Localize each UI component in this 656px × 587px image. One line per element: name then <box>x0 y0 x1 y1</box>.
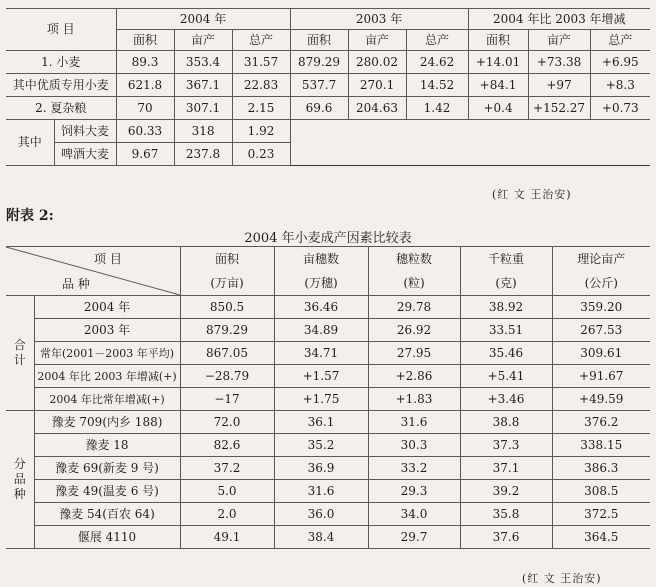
col-header-kernel-weight: 千粒重 <box>460 247 552 273</box>
header-group-2004: 2004 年 <box>116 9 290 30</box>
cell: +8.3 <box>590 74 650 97</box>
cell: 2.0 <box>180 503 274 526</box>
cell: +91.67 <box>552 365 650 388</box>
cell: 27.95 <box>368 342 460 365</box>
cell: +0.73 <box>590 97 650 120</box>
cell: 69.6 <box>290 97 348 120</box>
cell: +1.57 <box>274 365 368 388</box>
col-unit: (万穗) <box>274 272 368 295</box>
cell: 36.0 <box>274 503 368 526</box>
cell: 879.29 <box>180 319 274 342</box>
cell: 270.1 <box>348 74 406 97</box>
cell: +97 <box>528 74 590 97</box>
table-row <box>6 411 650 434</box>
cell: 29.3 <box>368 480 460 503</box>
table-row <box>6 388 650 411</box>
header-group-change: 2004 年比 2003 年增减 <box>468 9 650 30</box>
row-label: 豫麦 69(新麦 9 号) <box>34 457 180 480</box>
cell: 35.46 <box>460 342 552 365</box>
cell: +14.01 <box>468 51 528 74</box>
col-header: 总产 <box>406 30 468 51</box>
cell: 850.5 <box>180 296 274 319</box>
table-row <box>6 526 650 549</box>
col-header: 面积 <box>290 30 348 51</box>
cell: −17 <box>180 388 274 411</box>
cell: 38.92 <box>460 296 552 319</box>
table-row <box>6 296 650 319</box>
cell: 49.1 <box>180 526 274 549</box>
cell: 0.23 <box>232 143 290 166</box>
cell: 82.6 <box>180 434 274 457</box>
row-label: 饲料大麦 <box>54 120 116 143</box>
cell: 364.5 <box>552 526 650 549</box>
cell: 36.9 <box>274 457 368 480</box>
cell: 879.29 <box>290 51 348 74</box>
cell: 5.0 <box>180 480 274 503</box>
cell: 37.6 <box>460 526 552 549</box>
cell: 9.67 <box>116 143 174 166</box>
cell: 36.46 <box>274 296 368 319</box>
cell: 29.78 <box>368 296 460 319</box>
col-unit: (克) <box>460 272 552 295</box>
appendix-heading: 附表 2: <box>6 208 54 224</box>
cell: +3.46 <box>460 388 552 411</box>
cell: +49.59 <box>552 388 650 411</box>
col-header: 亩产 <box>174 30 232 51</box>
empty-cell <box>290 120 650 166</box>
cell: 237.8 <box>174 143 232 166</box>
cell: 38.4 <box>274 526 368 549</box>
cell: 38.8 <box>460 411 552 434</box>
table-row <box>6 319 650 342</box>
table2-title: 2004 年小麦成产因素比较表 <box>244 231 412 246</box>
cell: 318 <box>174 120 232 143</box>
col-header: 亩产 <box>528 30 590 51</box>
header-item: 项 目 <box>6 9 116 51</box>
row-label: 常年(2001－2003 年平均) <box>34 342 180 365</box>
cell: 338.15 <box>552 434 650 457</box>
col-unit: (万亩) <box>180 272 274 295</box>
corner-label-item: 项 目 <box>94 252 122 266</box>
row-label: 2004 年比 2003 年增减(+) <box>34 365 180 388</box>
cell: 72.0 <box>180 411 274 434</box>
table-row <box>6 480 650 503</box>
col-header-spikes: 亩穗数 <box>274 247 368 273</box>
cell: 26.92 <box>368 319 460 342</box>
group-label-total <box>6 296 34 411</box>
row-label: 豫麦 709(内乡 188) <box>34 411 180 434</box>
cell: +1.83 <box>368 388 460 411</box>
row-label: 2004 年比常年增减(+) <box>34 388 180 411</box>
cell: 376.2 <box>552 411 650 434</box>
cell: +5.41 <box>460 365 552 388</box>
header-corner-diagonal <box>6 247 180 296</box>
cell: 34.89 <box>274 319 368 342</box>
cell: 37.1 <box>460 457 552 480</box>
cell: 34.0 <box>368 503 460 526</box>
cell: 1.42 <box>406 97 468 120</box>
cell: 14.52 <box>406 74 468 97</box>
cell: 353.4 <box>174 51 232 74</box>
cell: 621.8 <box>116 74 174 97</box>
row-label: 偃展 4110 <box>34 526 180 549</box>
cell: 280.02 <box>348 51 406 74</box>
header-row-groups <box>6 9 650 30</box>
cell: 34.71 <box>274 342 368 365</box>
table-row <box>6 51 650 74</box>
table-production-2004-vs-2003 <box>6 8 650 166</box>
corner-label-variety: 品 种 <box>62 277 90 291</box>
table-row <box>6 503 650 526</box>
cell: 386.3 <box>552 457 650 480</box>
cell: 35.2 <box>274 434 368 457</box>
table-yield-factors-2004 <box>6 246 650 549</box>
cell: 267.53 <box>552 319 650 342</box>
table-row <box>6 342 650 365</box>
cell: +73.38 <box>528 51 590 74</box>
group-label-text: 分 品 种 <box>13 457 26 501</box>
row-label: 其中优质专用小麦 <box>6 74 116 97</box>
col-header: 总产 <box>590 30 650 51</box>
col-header: 亩产 <box>348 30 406 51</box>
cell: +84.1 <box>468 74 528 97</box>
cell: +6.95 <box>590 51 650 74</box>
cell: +2.86 <box>368 365 460 388</box>
cell: −28.79 <box>180 365 274 388</box>
row-label: 豫麦 54(百农 64) <box>34 503 180 526</box>
group-label-varieties <box>6 411 34 549</box>
table-row <box>6 74 650 97</box>
table-row <box>6 457 650 480</box>
row-label: 2004 年 <box>34 296 180 319</box>
cell: 37.3 <box>460 434 552 457</box>
table-row <box>6 434 650 457</box>
row-label: 1. 小麦 <box>6 51 116 74</box>
col-header-grains: 穗粒数 <box>368 247 460 273</box>
cell: 308.5 <box>552 480 650 503</box>
cell: 1.92 <box>232 120 290 143</box>
row-label: 2. 夏杂粮 <box>6 97 116 120</box>
cell: 204.63 <box>348 97 406 120</box>
row-label: 2003 年 <box>34 319 180 342</box>
cell: 70 <box>116 97 174 120</box>
cell: 35.8 <box>460 503 552 526</box>
header-row <box>6 247 650 273</box>
sub-group-label: 其中 <box>6 120 54 166</box>
col-header: 面积 <box>116 30 174 51</box>
cell: 36.1 <box>274 411 368 434</box>
table-row <box>6 97 650 120</box>
cell: 39.2 <box>460 480 552 503</box>
cell: +152.27 <box>528 97 590 120</box>
cell: 89.3 <box>116 51 174 74</box>
col-header: 总产 <box>232 30 290 51</box>
col-header-yield: 理论亩产 <box>552 247 650 273</box>
diagonal-line <box>6 247 180 295</box>
cell: 33.2 <box>368 457 460 480</box>
row-label: 豫麦 18 <box>34 434 180 457</box>
row-label: 啤酒大麦 <box>54 143 116 166</box>
col-header-area: 面积 <box>180 247 274 273</box>
cell: 24.62 <box>406 51 468 74</box>
cell: 31.57 <box>232 51 290 74</box>
cell: 30.3 <box>368 434 460 457</box>
table1-author-note: (红 文 王治安) <box>492 188 572 201</box>
col-header: 面积 <box>468 30 528 51</box>
cell: 367.1 <box>174 74 232 97</box>
cell: 2.15 <box>232 97 290 120</box>
cell: 537.7 <box>290 74 348 97</box>
cell: 31.6 <box>368 411 460 434</box>
col-unit: (公斤) <box>552 272 650 295</box>
table2-author-note: (红 文 王治安) <box>522 572 602 585</box>
header-group-2003: 2003 年 <box>290 9 468 30</box>
cell: 60.33 <box>116 120 174 143</box>
col-unit: (粒) <box>368 272 460 295</box>
cell: 372.5 <box>552 503 650 526</box>
cell: 33.51 <box>460 319 552 342</box>
cell: 31.6 <box>274 480 368 503</box>
table-row <box>6 120 650 143</box>
cell: 359.20 <box>552 296 650 319</box>
cell: 29.7 <box>368 526 460 549</box>
cell: 37.2 <box>180 457 274 480</box>
cell: +0.4 <box>468 97 528 120</box>
cell: 309.61 <box>552 342 650 365</box>
group-label-text: 合 计 <box>13 338 26 367</box>
cell: +1.75 <box>274 388 368 411</box>
cell: 867.05 <box>180 342 274 365</box>
row-label: 豫麦 49(温麦 6 号) <box>34 480 180 503</box>
cell: 307.1 <box>174 97 232 120</box>
cell: 22.83 <box>232 74 290 97</box>
table-row <box>6 365 650 388</box>
